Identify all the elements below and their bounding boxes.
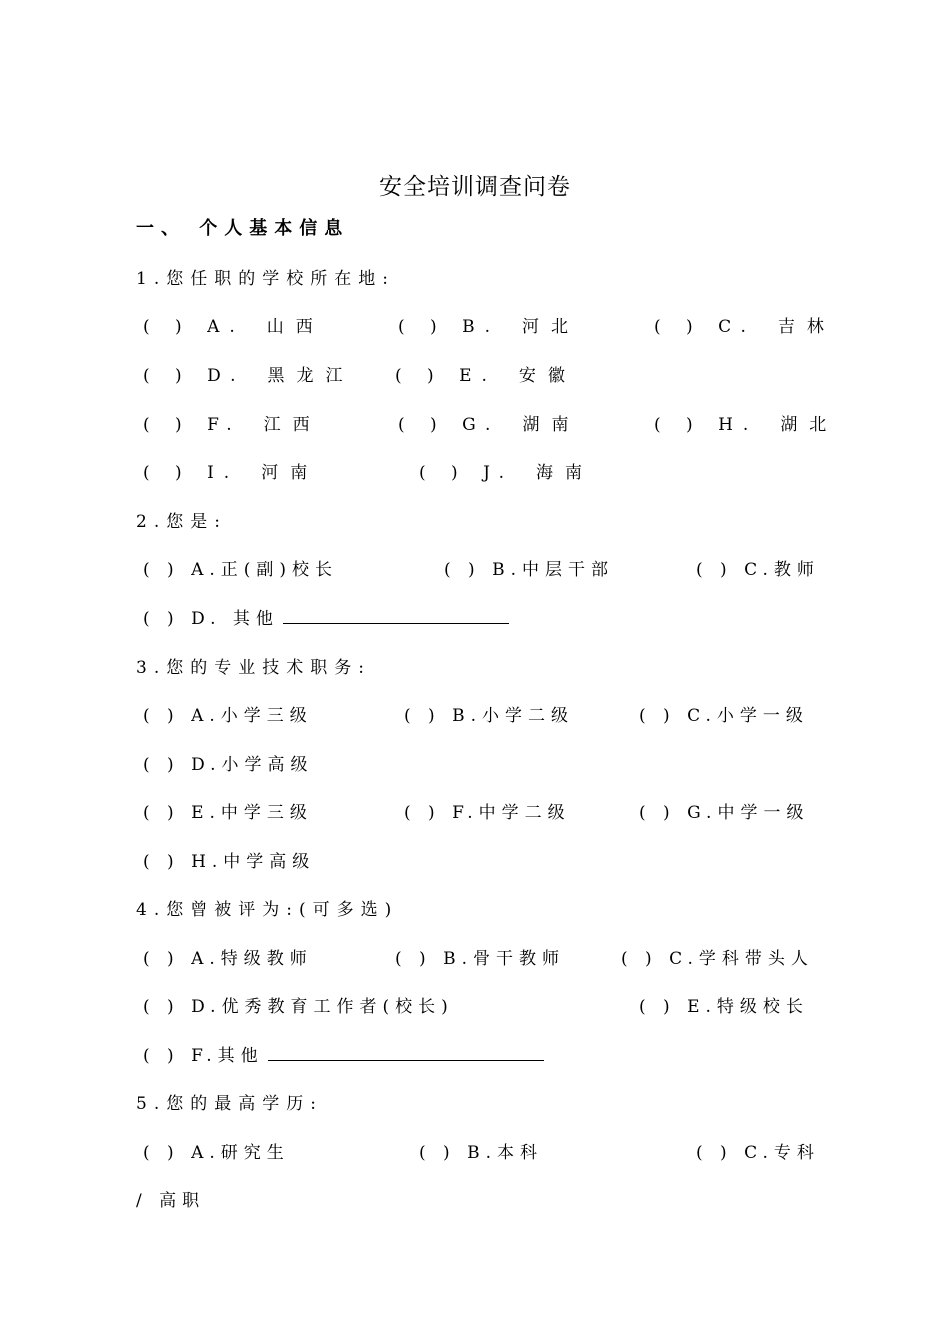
q2-option-d-label: ( ) D. 其他 <box>143 609 279 629</box>
q1-option-e[interactable]: ( ) E. 安徽 <box>395 366 577 386</box>
question-2: 2.您是: <box>136 512 227 532</box>
q3-option-e[interactable]: ( ) E.中学三级 <box>143 803 313 823</box>
q2-option-a[interactable]: ( ) A.正(副)校长 <box>143 560 339 580</box>
q4-option-c[interactable]: ( ) C.学科带头人 <box>621 949 814 969</box>
q1-option-a[interactable]: ( ) A. 山西 <box>143 317 325 337</box>
q4-option-e[interactable]: ( ) E.特级校长 <box>639 997 809 1017</box>
document-title: 安全培训调查问卷 <box>379 174 571 200</box>
q4-other-blank[interactable] <box>268 1046 544 1061</box>
q3-option-d[interactable]: ( ) D.小学高级 <box>143 755 314 775</box>
q1-option-f[interactable]: ( ) F. 江西 <box>143 415 322 435</box>
q1-option-g-value: 湖南 <box>522 415 581 435</box>
q3-option-c[interactable]: ( ) C.小学一级 <box>639 706 809 726</box>
q1-option-e-value: 安徽 <box>518 366 577 386</box>
q3-option-f[interactable]: ( ) F.中学二级 <box>404 803 571 823</box>
q1-option-j[interactable]: ( ) J. 海南 <box>419 463 594 483</box>
section-heading: 一、 个人基本信息 <box>136 218 350 239</box>
q5-option-b[interactable]: ( ) B.本科 <box>419 1143 543 1163</box>
q4-option-d[interactable]: ( ) D.优秀教育工作者(校长) <box>143 997 454 1017</box>
q1-option-c[interactable]: ( ) C. 吉林 <box>654 317 836 337</box>
q1-option-d-value: 黑龙江 <box>267 366 355 386</box>
q1-option-h[interactable]: ( ) H. 湖北 <box>654 415 839 435</box>
q2-option-c[interactable]: ( ) C.教师 <box>696 560 820 580</box>
question-5: 5.您的最高学历: <box>136 1094 323 1114</box>
q1-option-i[interactable]: ( ) I. 河南 <box>143 463 320 483</box>
q2-option-b[interactable]: ( ) B.中层干部 <box>444 560 614 580</box>
q1-option-h-value: 湖北 <box>780 415 839 435</box>
q3-option-b[interactable]: ( ) B.小学二级 <box>404 706 574 726</box>
q1-option-j-value: 海南 <box>535 463 594 483</box>
question-1: 1.您任职的学校所在地: <box>136 269 395 289</box>
q4-option-f-label: ( ) F.其他 <box>143 1046 264 1066</box>
q1-option-g[interactable]: ( ) G. 湖南 <box>398 415 581 435</box>
q3-option-g[interactable]: ( ) G.中学一级 <box>639 803 810 823</box>
q1-option-c-value: 吉林 <box>777 317 836 337</box>
q1-option-b[interactable]: ( ) B. 河北 <box>398 317 580 337</box>
q2-other-blank[interactable] <box>283 609 509 624</box>
q1-option-i-value: 河南 <box>261 463 320 483</box>
q4-option-b[interactable]: ( ) B.骨干教师 <box>395 949 565 969</box>
q5-option-a[interactable]: ( ) A.研究生 <box>143 1143 290 1163</box>
question-3: 3.您的专业技术职务: <box>136 658 371 678</box>
q2-option-d[interactable] <box>143 604 509 629</box>
q5-option-c[interactable]: ( ) C.专科 <box>696 1143 820 1163</box>
q1-option-d[interactable]: ( ) D. 黑龙江 <box>143 366 355 386</box>
question-4: 4.您曾被评为:(可多选) <box>136 900 399 920</box>
q1-option-a-value: 山西 <box>266 317 325 337</box>
q5-option-c-continued: / 高职 <box>136 1191 206 1211</box>
q4-option-f[interactable] <box>143 1041 544 1066</box>
q1-option-b-value: 河北 <box>521 317 580 337</box>
q1-option-f-value: 江西 <box>263 415 322 435</box>
q3-option-a[interactable]: ( ) A.小学三级 <box>143 706 313 726</box>
q4-option-a[interactable]: ( ) A.特级教师 <box>143 949 313 969</box>
q3-option-h[interactable]: ( ) H.中学高级 <box>143 852 316 872</box>
